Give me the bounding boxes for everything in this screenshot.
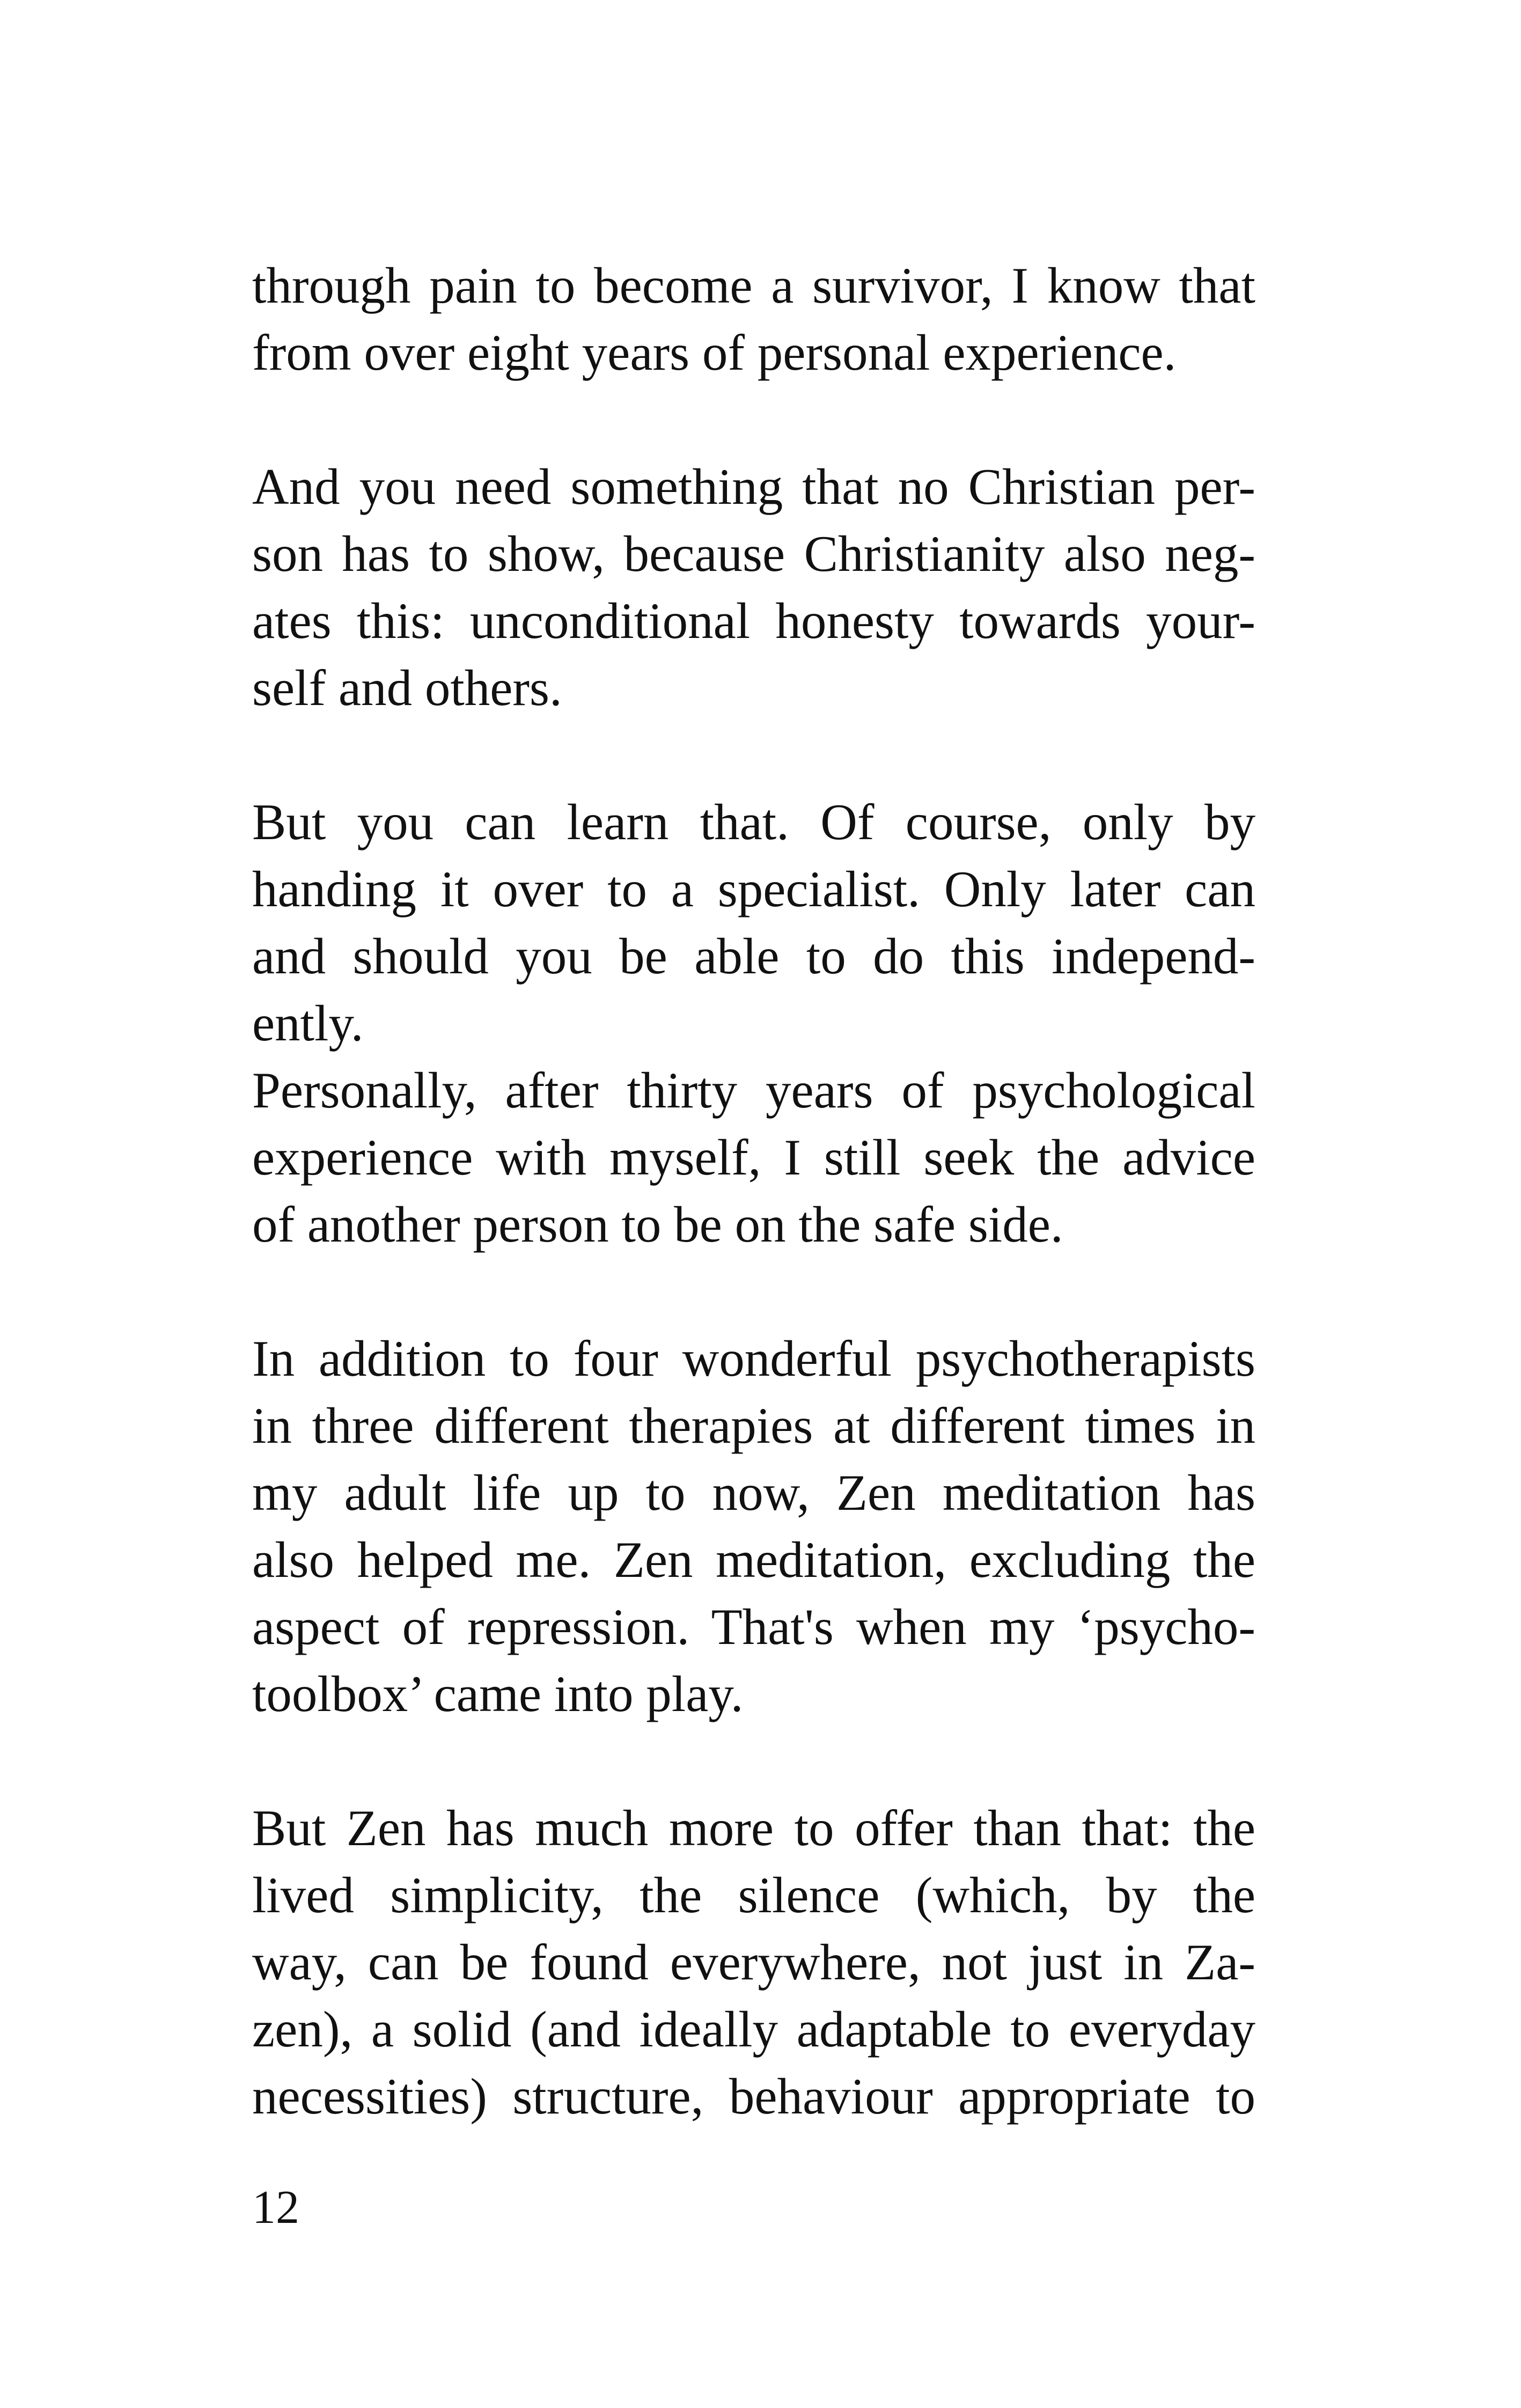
text-line: But you can learn that. Of course, only by xyxy=(252,794,1255,850)
text-line: And you need something that no Christian per- xyxy=(252,458,1255,515)
paragraph-gap xyxy=(252,1728,1255,1795)
text-line: But Zen has much more to offer than that: the xyxy=(252,1800,1255,1856)
text-line: ates this: unconditional honesty towards your- xyxy=(252,592,1255,649)
text-line: ently. xyxy=(252,995,364,1052)
paragraph xyxy=(252,1325,1255,1728)
text-line: aspect of repression. That's when my ‘psycho- xyxy=(252,1598,1255,1655)
text-line: my adult life up to now, Zen meditation has xyxy=(252,1464,1255,1521)
text-line: of another person to be on the safe side. xyxy=(252,1196,1063,1253)
text-line: experience with myself, I still seek the advice xyxy=(252,1129,1255,1186)
text-line: In addition to four wonderful psychotherapists xyxy=(252,1330,1255,1387)
text-line: son has to show, because Christianity also neg- xyxy=(252,525,1255,582)
text-line: and should you be able to do this independ- xyxy=(252,928,1255,985)
paragraph-gap xyxy=(252,1258,1255,1325)
text-line: through pain to become a survivor, I know that xyxy=(252,257,1255,314)
paragraph-gap xyxy=(252,386,1255,453)
text-line: self and others. xyxy=(252,659,562,716)
text-line: lived simplicity, the silence (which, by the xyxy=(252,1867,1255,1924)
text-line: Personally, after thirty years of psychological xyxy=(252,1062,1255,1119)
body-text xyxy=(252,252,1255,2130)
paragraph-gap xyxy=(252,722,1255,789)
paragraph xyxy=(252,1057,1255,1258)
paragraph xyxy=(252,1795,1255,2130)
paragraph xyxy=(252,789,1255,1057)
page-number: 12 xyxy=(252,2182,299,2234)
text-line: from over eight years of personal experience. xyxy=(252,324,1177,381)
paragraph xyxy=(252,453,1255,722)
paragraph xyxy=(252,252,1255,386)
text-line: zen), a solid (and ideally adaptable to everyday xyxy=(252,2001,1255,2058)
text-line: necessities) structure, behaviour appropriate to xyxy=(252,2068,1255,2125)
text-line: way, can be found everywhere, not just in Za- xyxy=(252,1934,1255,1991)
text-line: toolbox’ came into play. xyxy=(252,1665,744,1722)
text-line: in three different therapies at different times in xyxy=(252,1397,1255,1454)
text-line: also helped me. Zen meditation, excluding the xyxy=(252,1531,1255,1588)
text-line: handing it over to a specialist. Only later can xyxy=(252,861,1255,917)
